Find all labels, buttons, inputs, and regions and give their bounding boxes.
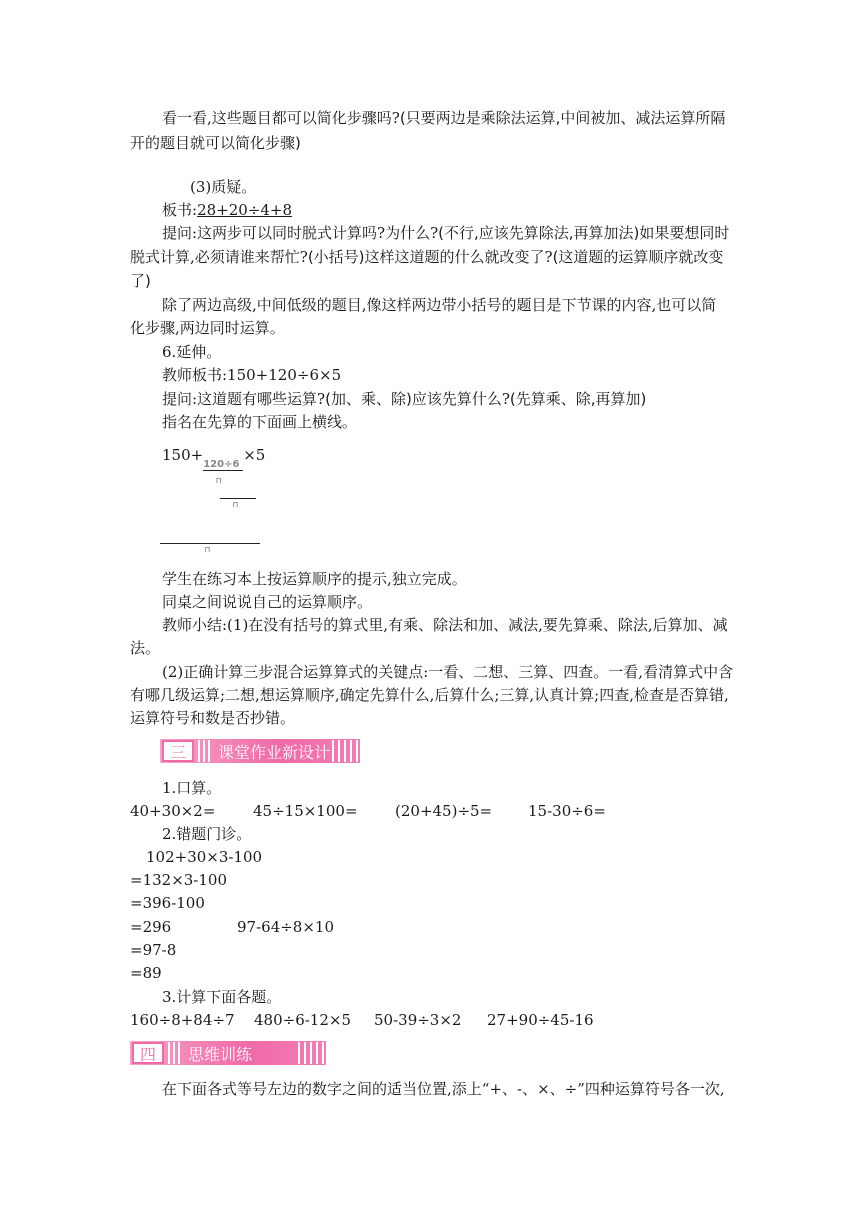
bracket-icon: ⊓	[233, 500, 238, 509]
exercise-heading: 1.口算。	[162, 779, 222, 797]
text: 如果要想同时	[639, 224, 730, 242]
expr-part: ×5	[243, 446, 266, 464]
work-line: =89	[130, 964, 162, 982]
underline-mark	[160, 543, 260, 544]
expr-part: 120÷6	[203, 459, 240, 470]
underline-mark	[220, 498, 256, 499]
paragraph: 同桌之间说说自己的运算顺序。	[162, 593, 373, 611]
banner-title: 思维训练	[188, 1044, 253, 1064]
bracket-icon: ⊓	[205, 545, 210, 554]
text: 看一看,这些题目都可以简化步骤吗?	[162, 109, 400, 127]
instruction: 指名在先算的下面画上横线。	[162, 413, 358, 431]
exercise-item: 480÷6-12×5	[254, 1011, 352, 1029]
paragraph: 在下面各式等号左边的数字之间的适当位置,添上“+、-、×、÷”四种运算符号各一次,	[162, 1080, 725, 1098]
work-line: =132×3-100	[130, 871, 228, 889]
board-line	[162, 199, 292, 221]
text: 提问:这两步可以同时脱式计算吗?为什么?	[162, 224, 439, 242]
question-line	[130, 246, 723, 268]
work-line: =97-8	[130, 941, 177, 959]
answer-text: 了)	[130, 272, 151, 290]
section-heading: (3)质疑。	[190, 178, 257, 196]
exercise-item: 50-39÷3×2	[374, 1011, 462, 1029]
answer-text: (小括号)	[307, 248, 365, 266]
question-line	[162, 388, 646, 410]
work-line: 97-64÷8×10	[237, 918, 335, 936]
paragraph: (2)正确计算三步混合运算算式的关键点:一看、二想、三算、四查。一看,看清算式中含	[162, 663, 734, 681]
banner-title: 课堂作业新设计	[218, 742, 331, 762]
paragraph: 法。	[130, 639, 161, 657]
exercise-item: 27+90÷45-16	[487, 1011, 594, 1029]
work-line: =396-100	[130, 894, 205, 912]
answer-text: (这道题的运算顺序就改变	[552, 248, 724, 266]
board-expression: 28+20÷4+8	[197, 201, 293, 219]
answer-text: (只要两边是乘除法运算,中间被加、减法运算所隔	[399, 109, 726, 127]
work-line: =296	[130, 918, 172, 936]
exercise-item: 45÷15×100=	[253, 802, 358, 820]
paragraph: 学生在练习本上按运算顺序的提示,独立完成。	[162, 570, 467, 588]
answer-text: (先算乘、除,再算加)	[509, 390, 647, 408]
answer-text: 开的题目就可以简化步骤)	[130, 134, 301, 152]
label: 板书:	[162, 201, 198, 219]
paragraph: 教师小结:(1)在没有括号的算式里,有乘、除法和加、减法,要先算乘、除法,后算加、减	[162, 616, 728, 634]
section-banner-homework	[160, 739, 360, 763]
underline-mark	[203, 470, 243, 471]
answer-text: (不行,应该先算除法,再算加法)	[438, 224, 640, 242]
question-line	[162, 222, 729, 244]
expr-part: 150+	[162, 446, 204, 464]
banner-decoration	[298, 1042, 324, 1064]
banner-decoration	[332, 740, 358, 762]
paragraph: 有哪几级运算;二想,想运算顺序,确定先算什么,后算什么;三算,认真计算;四查,检查是否算错,	[130, 686, 729, 704]
expression	[162, 444, 266, 485]
work-line: 102+30×3-100	[146, 848, 263, 866]
text: 应该先算什么?	[411, 390, 510, 408]
paragraph: 化步骤,两边同时运算。	[130, 319, 285, 337]
text: 这样这道题的什么就改变了?	[364, 248, 553, 266]
bracket-icon: ⊓	[216, 476, 222, 485]
banner-decoration	[198, 740, 212, 762]
exercise-item: 160÷8+84÷7	[130, 1011, 235, 1029]
exercise-item: 40+30×2=	[130, 802, 216, 820]
section-heading: 6.延伸。	[162, 343, 222, 361]
banner-number: 三	[162, 740, 194, 762]
text: 提问:这道题有哪些运算?	[162, 390, 326, 408]
paragraph: 运算符号和数是否抄错。	[130, 709, 296, 727]
exercise-heading: 2.错题门诊。	[162, 825, 252, 843]
banner-decoration	[168, 1042, 182, 1064]
paragraph: 除了两边高级,中间低级的题目,像这样两边带小括号的题目是下节课的内容,也可以简	[162, 296, 717, 314]
paragraph-simplify	[162, 107, 725, 129]
section-banner-thinking	[130, 1041, 326, 1065]
exercise-item: 15-30÷6=	[528, 802, 606, 820]
text: 脱式计算,必须请谁来帮忙?	[130, 248, 308, 266]
answer-text: (加、乘、除)	[325, 390, 412, 408]
exercise-heading: 3.计算下面各题。	[162, 988, 282, 1006]
banner-number: 四	[132, 1042, 164, 1064]
exercise-item: (20+45)÷5=	[395, 802, 493, 820]
board-line: 教师板书:150+120÷6×5	[162, 366, 342, 384]
